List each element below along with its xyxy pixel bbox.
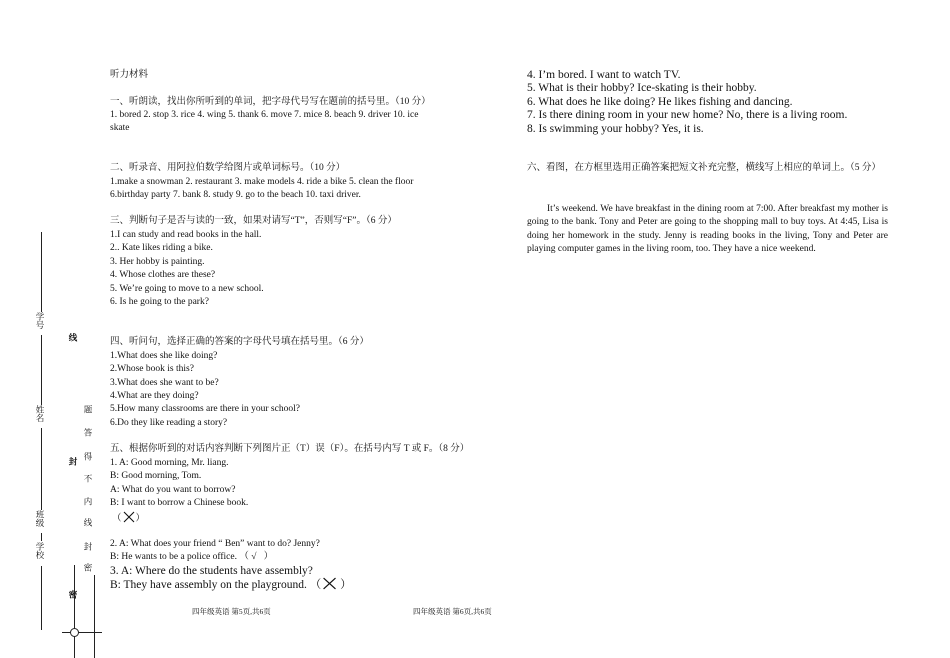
margin-warning-char: 题: [83, 405, 93, 414]
list-item: 8. Is swimming your hobby? Yes, it is.: [527, 123, 704, 135]
list-item: 4. Whose clothes are these?: [110, 270, 216, 280]
margin-label-xuexiao: 学校: [35, 542, 45, 559]
section-4-title: 四、听问句，选择正确的答案的字母代号填在括号里。（6 分）: [110, 337, 369, 347]
margin-warning-char: 不: [83, 474, 93, 483]
margin-seal-mi: 密: [68, 590, 78, 599]
margin-line: [41, 232, 42, 312]
dialogue-line: 3. A: Where do the students have assembly?: [110, 565, 313, 577]
list-item: 6.Do they like reading a story?: [110, 418, 228, 428]
list-item: 2.Whose book is this?: [110, 364, 194, 374]
page-footer-right: 四年级英语 第6页,共6页: [413, 607, 492, 616]
list-item: 6. What does he like doing? He likes fishing and dancing.: [527, 96, 793, 108]
list-item: 1.What does she like doing?: [110, 351, 218, 361]
margin-seal-feng: 封: [68, 457, 78, 466]
dialogue-line: B: Good morning, Tom.: [110, 471, 202, 481]
list-item: 5. What is their hobby? Ice-skating is their hobby.: [527, 82, 757, 94]
binding-hole-icon: [70, 628, 79, 637]
list-item: 1.I can study and read books in the hall.: [110, 230, 262, 240]
margin-warning-char: 得: [83, 452, 93, 461]
margin-warning-char: 线: [83, 518, 93, 527]
answer-paren-close: ）: [263, 552, 274, 562]
list-item: 4.What are they doing?: [110, 391, 199, 401]
margin-warning-char: 封: [83, 542, 93, 551]
cross-mark-icon: [122, 511, 136, 523]
margin-warning-char: 内: [83, 497, 93, 506]
seal-line: [74, 565, 75, 658]
reading-passage: It’s weekend. We have breakfast in the dining room at 7:00. After breakfast my mother is going to the bank. Tony and Peter are going to the shopping mall to buy toys. At 4:45, Lisa is doing her homework in the study. Jenny is reading books in the living, Tony and Peter are playing computer games in the living room, too. They have a nice weekend.: [527, 204, 888, 255]
list-item: 7. Is there dining room in your new home? No, there is a living room.: [527, 109, 848, 121]
section-2-words: 1.make a snowman 2. restaurant 3. make models 4. ride a bike 5. clean the floor: [110, 177, 414, 187]
margin-label-banji: 班级: [35, 510, 45, 527]
answer-paren-open: （: [112, 514, 122, 524]
section-5-title: 五、根据你听到的对话内容判断下列图片正（T）误（F）。在括号内写 T 或 F。（8 分）: [110, 444, 470, 454]
list-item: 2.. Kate likes riding a bike.: [110, 243, 213, 253]
margin-line: [41, 428, 42, 510]
section-2-title: 二、听录音、用阿拉伯数学给图片或单词标号。（10 分）: [110, 163, 346, 173]
list-item: 4. I’m bored. I want to watch TV.: [527, 69, 681, 81]
dialogue-line: B: He wants to be a police office. （: [110, 552, 249, 562]
cross-mark-icon: [321, 577, 337, 590]
page-heading: 听力材料: [110, 70, 149, 80]
section-6-title: 六、看图，在方框里选用正确答案把短文补充完整，横线写上相应的单词上。（5 分）: [527, 163, 881, 173]
margin-label-xuehao: 学号: [35, 312, 45, 329]
answer-paren-close: ）: [135, 514, 146, 524]
dialogue-line: 2. A: What does your friend “ Ben” want to do? Jenny?: [110, 539, 320, 549]
answer-box-3: [110, 577, 352, 592]
section-1-words: skate: [110, 123, 130, 133]
dialogue-line: B: I want to borrow a Chinese book.: [110, 498, 249, 508]
section-1-title: 一、听朗读，找出你所听到的单词，把字母代号写在题前的括号里。（10 分）: [110, 97, 431, 107]
section-1-words: 1. bored 2. stop 3. rice 4. wing 5. thank 6. move 7. mice 8. beach 9. driver 10. ice: [110, 110, 419, 120]
list-item: 6. Is he going to the park?: [110, 297, 209, 307]
dialogue-line: B: They have assembly on the playground. （: [110, 579, 322, 591]
seal-line: [94, 575, 95, 658]
dialogue-line: 1. A: Good morning, Mr. liang.: [110, 458, 229, 468]
check-mark-icon: √: [251, 552, 257, 562]
list-item: 5.How many classrooms are there in your school?: [110, 404, 300, 414]
section-3-title: 三、判断句子是否与读的一致，如果对请写“T”，否则写“F”。（6 分）: [110, 216, 397, 226]
seal-line: [62, 632, 102, 633]
section-2-words: 6.birthday party 7. bank 8. study 9. go to the beach 10. taxi driver.: [110, 190, 361, 200]
dialogue-line: A: What do you want to borrow?: [110, 485, 236, 495]
margin-warning-char: 答: [83, 428, 93, 437]
margin-line: [41, 335, 42, 405]
answer-box-1: [112, 511, 145, 525]
margin-seal-xian: 线: [68, 333, 78, 342]
list-item: 3.What does she want to be?: [110, 378, 219, 388]
margin-warning-char: 密: [83, 563, 93, 572]
list-item: 5. We’re going to move to a new school.: [110, 284, 264, 294]
page-footer-left: 四年级英语 第5页,共6页: [192, 607, 271, 616]
answer-paren-close: ）: [340, 579, 352, 591]
margin-label-xingming: 姓名: [35, 405, 45, 422]
answer-box-2: [110, 551, 273, 563]
margin-line: [41, 533, 42, 541]
list-item: 3. Her hobby is painting.: [110, 257, 205, 267]
margin-line: [41, 566, 42, 630]
